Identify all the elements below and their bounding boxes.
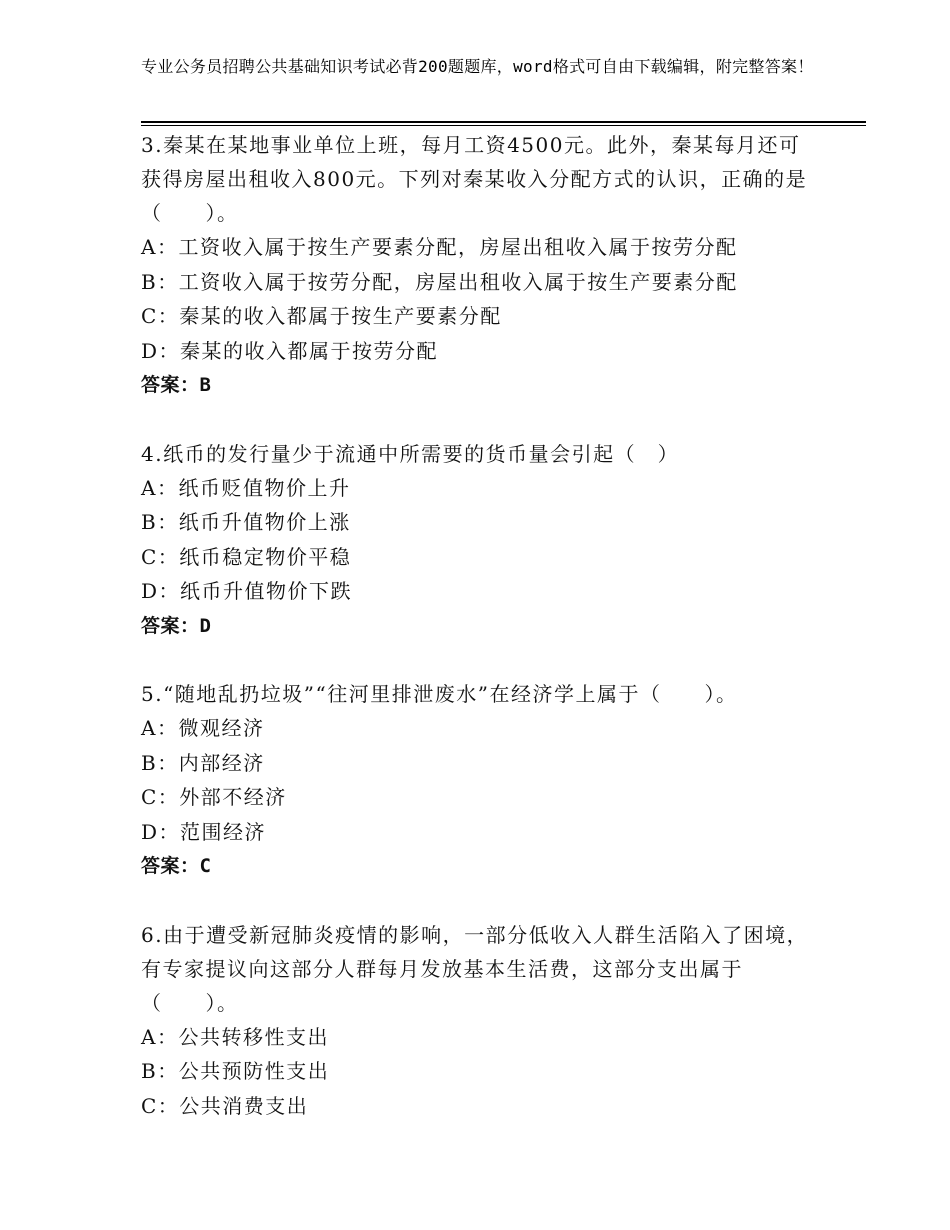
header-rule-thin [141, 125, 866, 126]
option-c: C：外部不经济 [141, 785, 287, 809]
option-b: B：公共预防性支出 [141, 1059, 330, 1083]
answer: 答案：D [141, 614, 212, 637]
question-6 [141, 918, 811, 1124]
option-a: A：微观经济 [141, 716, 265, 740]
question-4 [141, 437, 811, 644]
option-d: D：范围经济 [141, 819, 267, 844]
option-b: B：内部经济 [141, 750, 265, 775]
question-stem: 6.由于遭受新冠肺炎疫情的影响，一部分低收入人群生活陷入了困境，有专家提议向这部分人群每月发放基本生活费，这部分支出属于（ ）。 [141, 922, 809, 1015]
question-stem: 4.纸币的发行量少于流通中所需要的货币量会引起（ ） [141, 441, 680, 466]
option-b: B：工资收入属于按劳分配，房屋出租收入属于按生产要素分配 [141, 269, 738, 294]
option-a: A：纸币贬值物价上升 [141, 475, 351, 500]
question-3 [141, 128, 811, 403]
option-a: A：公共转移性支出 [141, 1024, 329, 1049]
answer: 答案：B [141, 374, 212, 396]
question-5 [141, 677, 811, 884]
option-c: C：纸币稳定物价平稳 [141, 544, 352, 569]
question-stem: 5.“随地乱扔垃圾”“往河里排泄废水”在经济学上属于（ ）。 [141, 682, 738, 706]
question-list [141, 128, 811, 1123]
answer: 答案：C [141, 855, 212, 877]
document-header: 专业公务员招聘公共基础知识考试必背200题题库，word格式可自由下载编辑，附完整答案！ [141, 57, 814, 76]
option-d: D：纸币升值物价下跌 [141, 579, 353, 603]
option-d: D：秦某的收入都属于按劳分配 [141, 338, 439, 363]
header-rule-thick [141, 121, 866, 123]
option-b: B：纸币升值物价上涨 [141, 510, 351, 534]
option-c: C：公共消费支出 [141, 1093, 309, 1118]
question-stem: 3.秦某在某地事业单位上班，每月工资4500元。此外，秦某每月还可获得房屋出租收入800元。下列对秦某收入分配方式的认识，正确的是（ ）。 [141, 133, 808, 225]
option-a: A：工资收入属于按生产要素分配，房屋出租收入属于按劳分配 [141, 235, 738, 259]
option-c: C：秦某的收入都属于按生产要素分配 [141, 304, 502, 328]
